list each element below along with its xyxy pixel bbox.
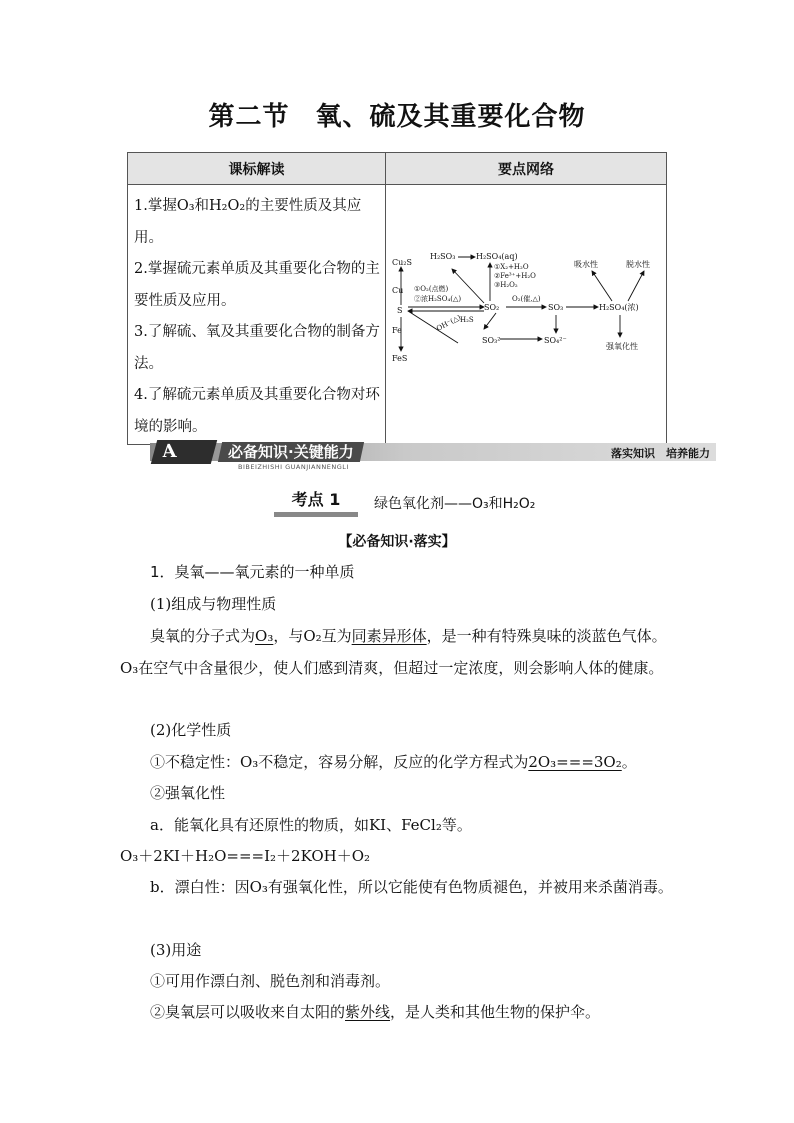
banner-title-box bbox=[218, 442, 364, 462]
label-o2-burn: ①O₂(点燃) bbox=[414, 285, 449, 293]
node-dehydrating: 脱水性 bbox=[626, 260, 650, 269]
paragraph-bleaching: b．漂白性：因O₃有强氧化性，所以它能使有色物质褪色，并被用来杀菌消毒。 bbox=[150, 878, 673, 896]
node-cu2s: Cu₂S bbox=[392, 258, 412, 267]
sulfur-network-diagram bbox=[392, 243, 668, 363]
blank-formula: O₃ bbox=[255, 627, 274, 645]
label-h2o2: ③H₂O₂ bbox=[494, 281, 518, 289]
kaodian-label: 考点 1 bbox=[274, 490, 358, 517]
standard-item: 1.掌握O₃和H₂O₂的主要性质及其应用。 bbox=[134, 198, 362, 246]
paragraph-instability: ①不稳定性：O₃不稳定，容易分解，反应的化学方程式为2O₃===3O₂。 bbox=[150, 753, 637, 771]
subheading-uses: (3)用途 bbox=[150, 941, 202, 959]
node-s: S bbox=[397, 306, 403, 315]
paragraph-use-2: ②臭氧层可以吸收来自太阳的紫外线，是人类和其他生物的保护伞。 bbox=[150, 1003, 601, 1021]
blank-uv: 紫外线 bbox=[345, 1003, 391, 1021]
node-strong-oxidizing: 强氧化性 bbox=[606, 342, 638, 351]
label-x2-h2o: ①X₂+H₂O bbox=[494, 263, 529, 271]
col-header-standards: 课标解读 bbox=[128, 153, 386, 185]
paragraph-oxidize-reducing: a．能氧化具有还原性的物质，如KI、FeCl₂等。 bbox=[150, 816, 472, 834]
level-text: 层级 bbox=[156, 470, 181, 484]
node-cu: Cu bbox=[392, 286, 404, 295]
col-header-network: 要点网络 bbox=[386, 153, 667, 185]
node-sulfate-ion: SO₄²⁻ bbox=[544, 336, 567, 345]
level-banner bbox=[150, 440, 716, 484]
standard-item: 4.了解硫元素单质及其重要化合物对环境的影响。 bbox=[134, 387, 380, 435]
equation-ki: O₃＋2KI＋H₂O===I₂＋2KOH＋O₂ bbox=[120, 847, 371, 865]
label-oh-heat: OH⁻(△) bbox=[435, 313, 463, 333]
banner-pinyin: BIBEIZHISHI GUANJIANNENGLI bbox=[238, 463, 349, 471]
paragraph-composition: 臭氧的分子式为O₃，与O₂互为同素异形体，是一种有特殊臭味的淡蓝色气体。O₃在空气中含量很少，使人们感到清爽，但超过一定浓度，则会影响人体的健康。 bbox=[120, 627, 667, 677]
page-title bbox=[0, 96, 794, 133]
heading-ozone: 1．臭氧——氧元素的一种单质 bbox=[150, 563, 355, 581]
level-badge bbox=[151, 440, 217, 484]
standards-cell bbox=[128, 185, 386, 445]
section-heading: 【必备知识·落实】 bbox=[338, 534, 456, 550]
kaodian-title: 绿色氧化剂——O₃和H₂O₂ bbox=[374, 496, 536, 512]
standard-item: 2.掌握硫元素单质及其重要化合物的主要性质及应用。 bbox=[134, 261, 380, 309]
node-sulfite-ion: SO₃²⁻ bbox=[482, 336, 505, 345]
network-cell bbox=[386, 185, 667, 445]
blank-equation: 2O₃===3O₂ bbox=[528, 753, 622, 771]
label-h2s: H₂S bbox=[460, 316, 474, 324]
subheading-oxidizing: ②强氧化性 bbox=[150, 784, 226, 802]
node-h2so4-conc: H₂SO₄(浓) bbox=[599, 303, 639, 312]
title-topic: 氧、硫及其重要化合物 bbox=[315, 102, 586, 132]
label-o2-catalyst: O₂(催,△) bbox=[512, 295, 541, 303]
label-conc-h2so4: ②浓H₂SO₄(△) bbox=[414, 295, 462, 303]
node-so3: SO₃ bbox=[548, 303, 564, 312]
node-water-absorbing: 吸水性 bbox=[574, 260, 598, 269]
node-fes: FeS bbox=[392, 354, 408, 363]
subheading-composition: (1)组成与物理性质 bbox=[150, 595, 277, 613]
standards-table bbox=[127, 152, 667, 445]
node-h2so4-aq: H₂SO₄(aq) bbox=[476, 252, 518, 261]
blank-allotrope: 同素异形体 bbox=[351, 627, 427, 645]
title-section: 第二节 bbox=[208, 102, 290, 132]
node-h2so3: H₂SO₃ bbox=[430, 252, 456, 261]
label-fe3-h2o: ②Fe³⁺+H₂O bbox=[494, 272, 536, 280]
banner-title: 必备知识·关键能力 bbox=[228, 443, 354, 461]
banner-slogan: 落实知识 培养能力 bbox=[611, 447, 710, 460]
node-so2: SO₂ bbox=[484, 303, 500, 312]
standard-item: 3.了解硫、氧及其重要化合物的制备方法。 bbox=[134, 324, 380, 372]
level-letter: A bbox=[159, 441, 180, 462]
node-fe: Fe bbox=[392, 326, 402, 335]
paragraph-use-1: ①可用作漂白剂、脱色剂和消毒剂。 bbox=[150, 972, 391, 990]
subheading-chemical: (2)化学性质 bbox=[150, 721, 232, 739]
